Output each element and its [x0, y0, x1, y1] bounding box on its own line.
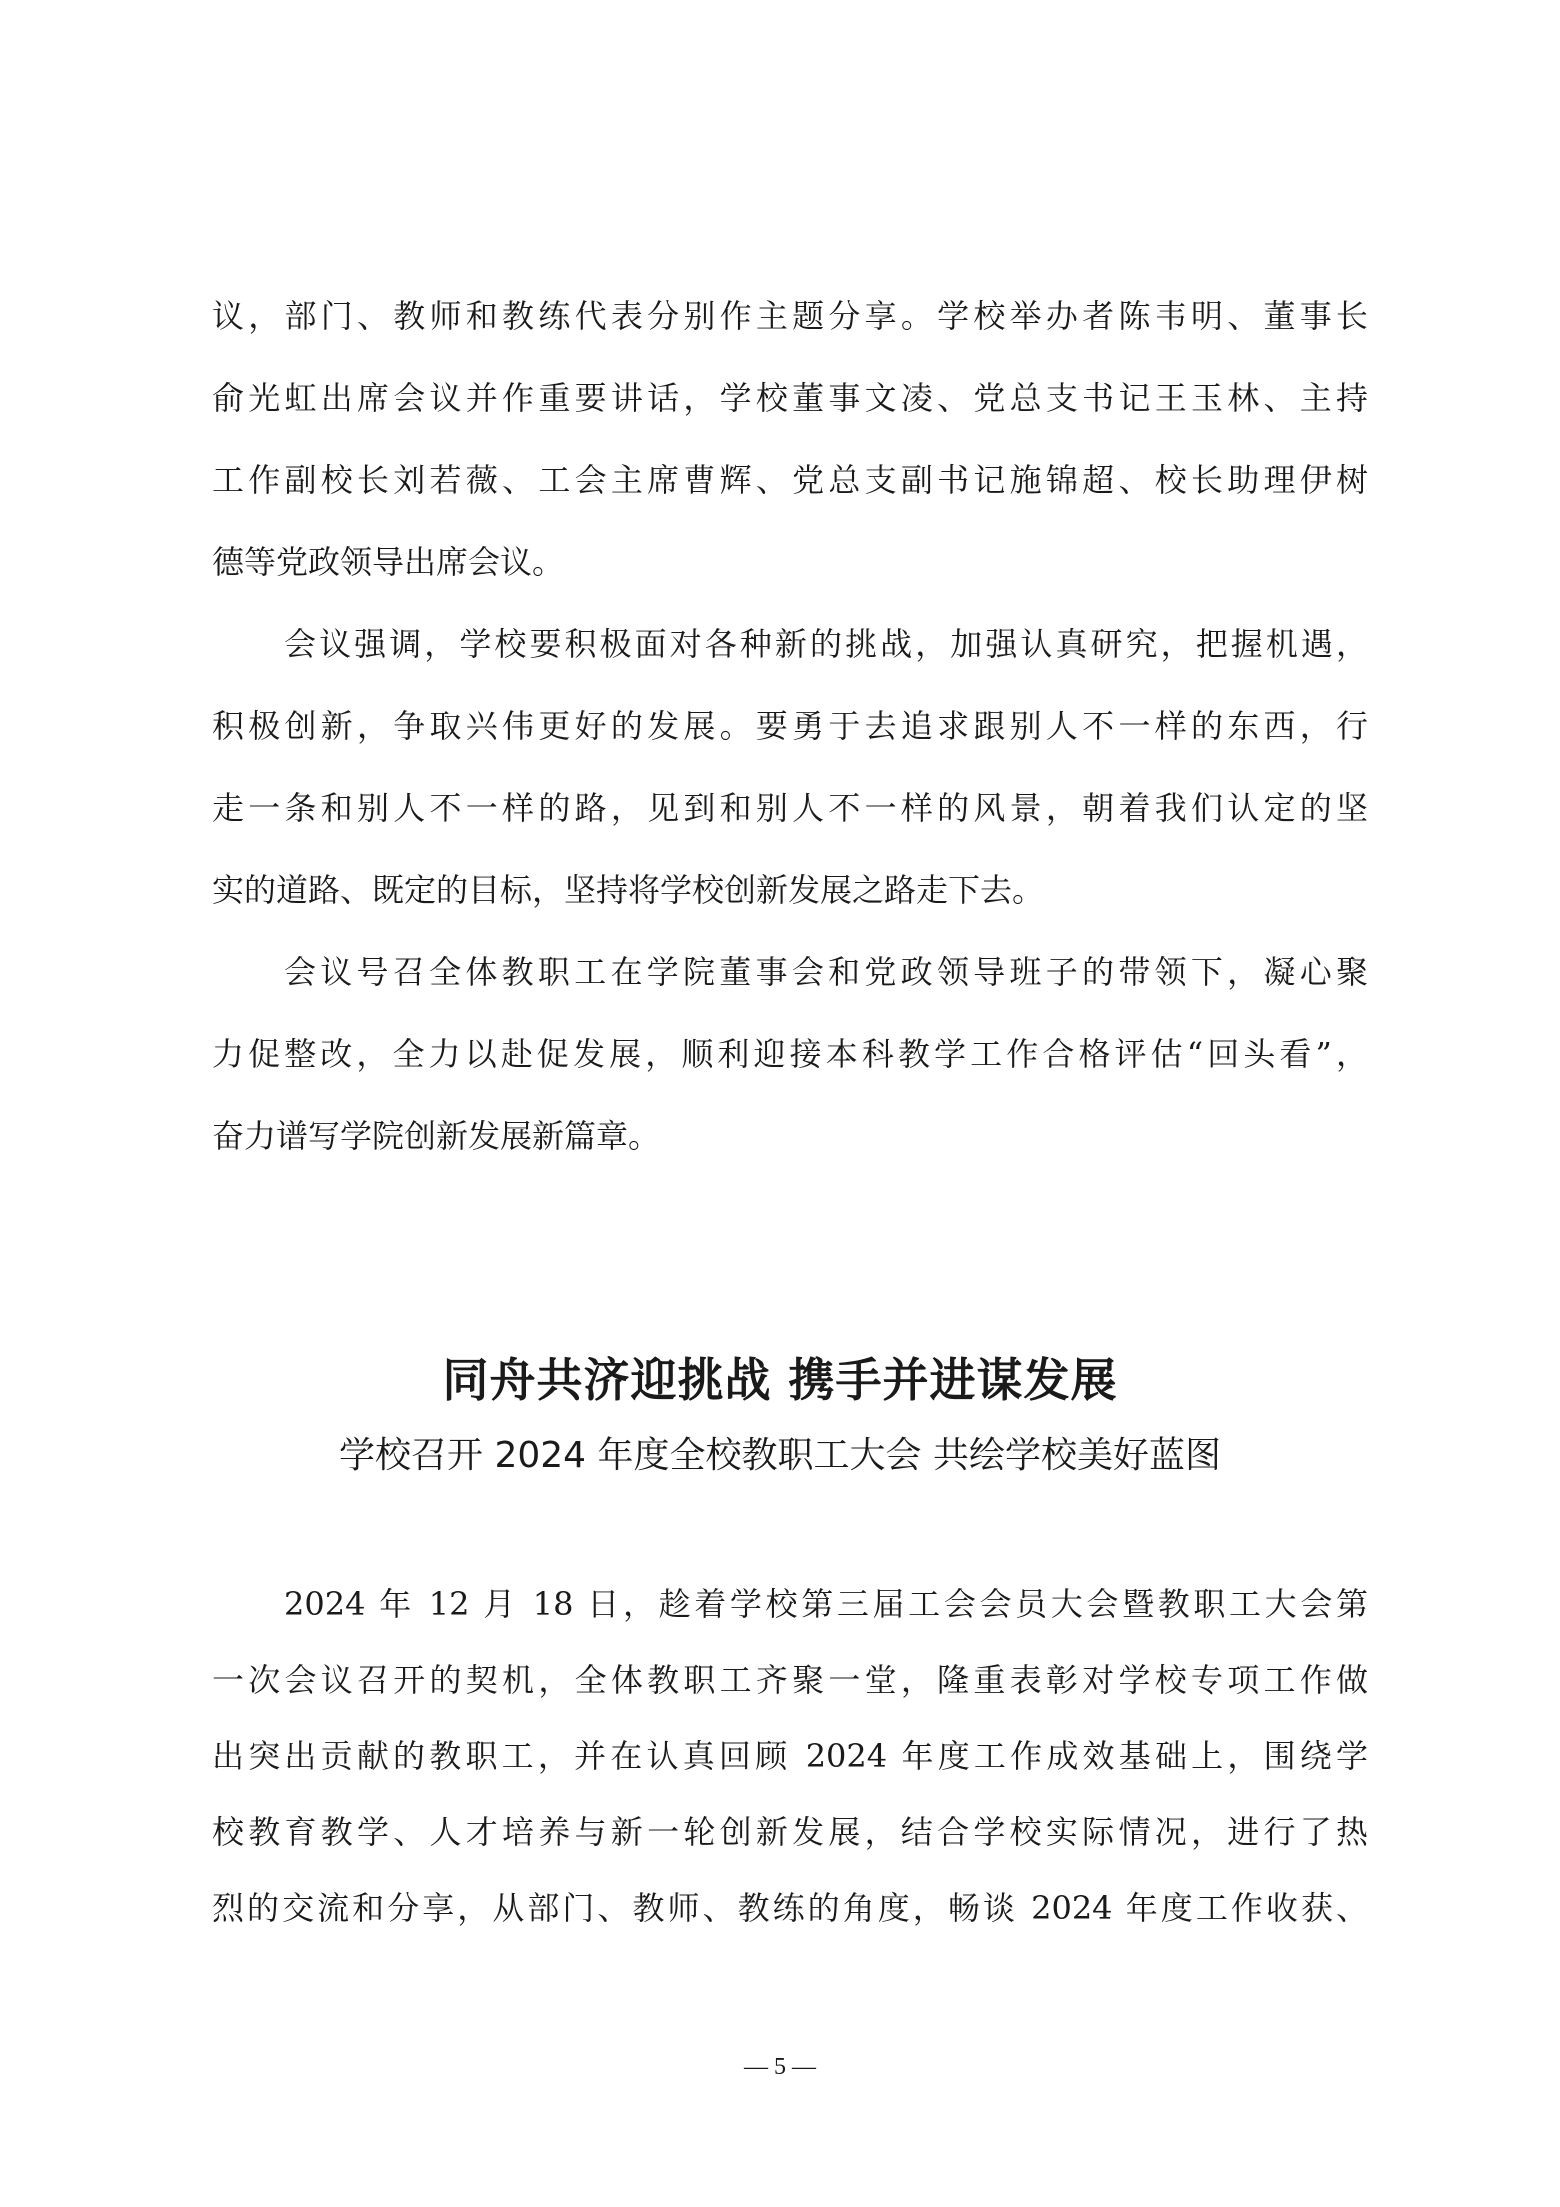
body-line: 会议号召全体教职工在学院董事会和党政领导班子的带领下，凝心聚 — [284, 953, 1368, 991]
body-line: 奋力谱写学院创新发展新篇章。 — [212, 1117, 661, 1155]
page-number: — 5 — — [744, 2054, 816, 2080]
body-line: 俞光虹出席会议并作重要讲话，学校董事文凌、党总支书记王玉林、主持 — [212, 379, 1368, 417]
body-line: 实的道路、既定的目标，坚持将学校创新发展之路走下去。 — [212, 871, 1045, 909]
body-line: 会议强调，学校要积极面对各种新的挑战，加强认真研究，把握机遇， — [284, 625, 1368, 663]
body-line: 积极创新，争取兴伟更好的发展。要勇于去追求跟别人不一样的东西，行 — [212, 707, 1368, 745]
body-line: 校教育教学、人才培养与新一轮创新发展，结合学校实际情况，进行了热 — [212, 1813, 1368, 1851]
article-title: 同舟共济迎挑战 携手并进谋发展 — [442, 1353, 1118, 1407]
body-line: 力促整改，全力以赴促发展，顺利迎接本科教学工作合格评估“回头看”， — [212, 1035, 1368, 1073]
body-line: 出突出贡献的教职工，并在认真回顾 2024 年度工作成效基础上，围绕学 — [212, 1737, 1368, 1775]
article-subtitle: 学校召开 2024 年度全校教职工大会 共绘学校美好蓝图 — [339, 1435, 1221, 1476]
body-line: 走一条和别人不一样的路，见到和别人不一样的风景，朝着我们认定的坚 — [212, 789, 1368, 827]
body-line: 德等党政领导出席会议。 — [212, 543, 565, 581]
body-line: 烈的交流和分享，从部门、教师、教练的角度，畅谈 2024 年度工作收获、 — [212, 1889, 1368, 1927]
body-line: 2024 年 12 月 18 日，趁着学校第三届工会会员大会暨教职工大会第 — [284, 1585, 1368, 1623]
body-line: 一次会议召开的契机，全体教职工齐聚一堂，隆重表彰对学校专项工作做 — [212, 1661, 1368, 1699]
body-line: 工作副校长刘若薇、工会主席曹辉、党总支副书记施锦超、校长助理伊树 — [212, 461, 1368, 499]
body-line: 议，部门、教师和教练代表分别作主题分享。学校举办者陈韦明、董事长 — [212, 297, 1368, 335]
